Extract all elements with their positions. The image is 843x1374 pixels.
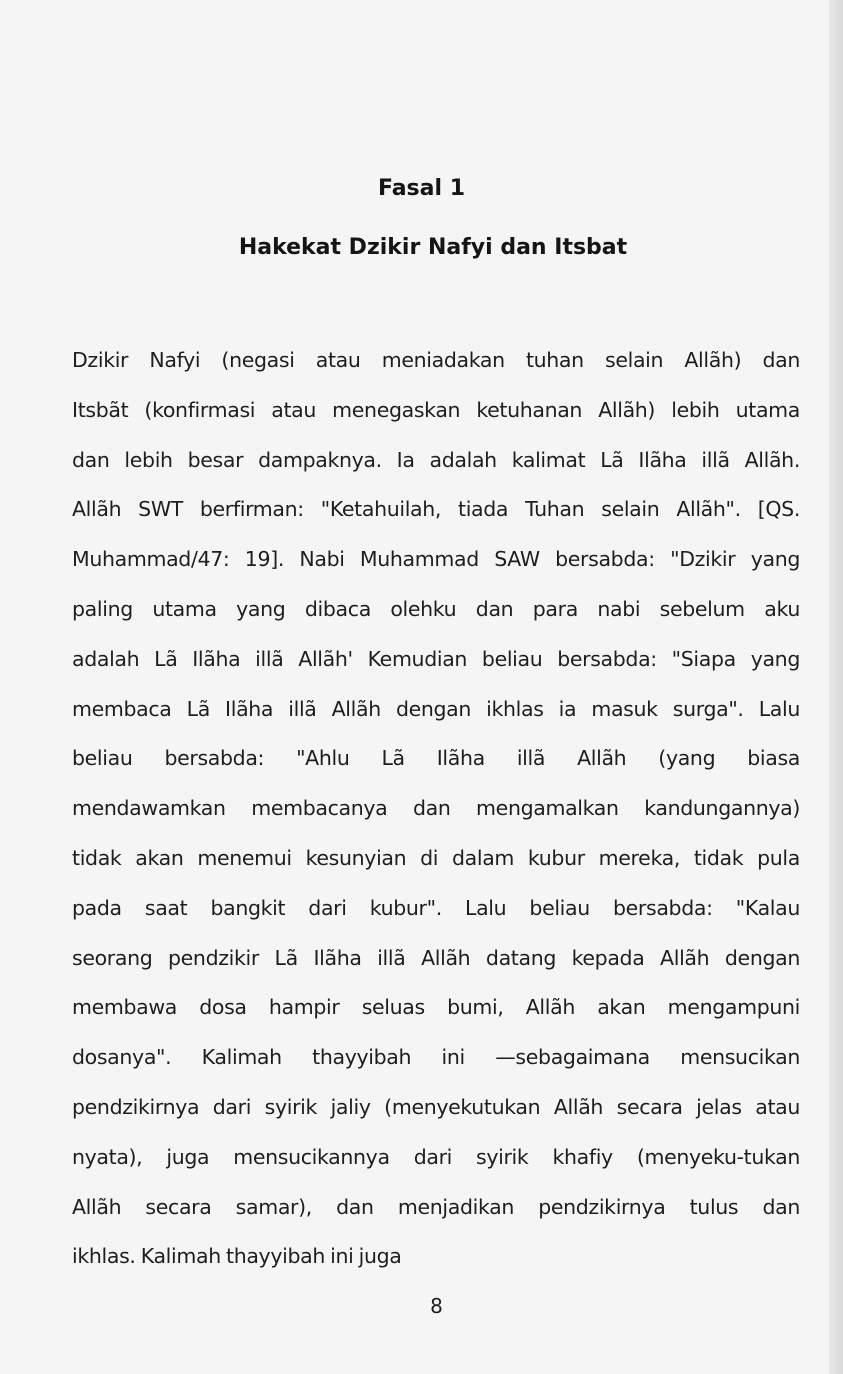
body-line: dosanya". Kalimah thayyibah ini —sebagaimana mensucikan — [72, 1045, 800, 1070]
chapter-heading: Fasal 1 — [377, 176, 466, 201]
body-line: Allãh SWT berfirman: "Ketahuilah, tiada Tuhan selain Allãh". [QS. — [72, 497, 800, 522]
body-line: pada saat bangkit dari kubur". Lalu beliau bersabda: "Kalau — [72, 895, 800, 920]
section-title: Hakekat Dzikir Nafyi dan Itsbat — [238, 235, 628, 260]
page-edge-shadow — [829, 0, 843, 1374]
body-line: tidak akan menemui kesunyian di dalam kubur mereka, tidak pula — [72, 845, 800, 870]
body-line: dan lebih besar dampaknya. Ia adalah kalimat Lã Ilãha illã Allãh. — [72, 447, 800, 472]
body-line: adalah Lã Ilãha illã Allãh' Kemudian beliau bersabda: "Siapa yang — [72, 646, 800, 671]
body-line: membawa dosa hampir seluas bumi, Allãh akan mengampuni — [72, 995, 800, 1020]
body-line: membaca Lã Ilãha illã Allãh dengan ikhlas ia masuk surga". Lalu — [72, 696, 800, 721]
body-line: pendzikirnya dari syirik jaliy (menyekutukan Allãh secara jelas atau — [72, 1094, 800, 1119]
body-line: paling utama yang dibaca olehku dan para nabi sebelum aku — [72, 596, 800, 621]
body-line: ikhlas. Kalimah thayyibah ini juga — [72, 1244, 402, 1269]
body-line: Muhammad/47: 19]. Nabi Muhammad SAW bersabda: "Dzikir yang — [72, 547, 800, 572]
body-line: beliau bersabda: "Ahlu Lã Ilãha illã Allãh (yang biasa — [72, 746, 800, 771]
body-line: nyata), juga mensucikannya dari syirik khafiy (menyeku-tukan — [72, 1144, 800, 1169]
body-line: seorang pendzikir Lã Ilãha illã Allãh datang kepada Allãh dengan — [72, 945, 800, 970]
body-line: Allãh secara samar), dan menjadikan pendzikirnya tulus dan — [72, 1194, 800, 1219]
body-paragraph — [72, 336, 800, 1282]
body-line: Itsbãt (konfirmasi atau menegaskan ketuhanan Allãh) lebih utama — [72, 397, 800, 422]
body-line: mendawamkan membacanya dan mengamalkan kandungannya) — [72, 796, 800, 821]
body-line: Dzikir Nafyi (negasi atau meniadakan tuhan selain Allãh) dan — [72, 348, 800, 372]
page-number: 8 — [430, 1294, 443, 1318]
